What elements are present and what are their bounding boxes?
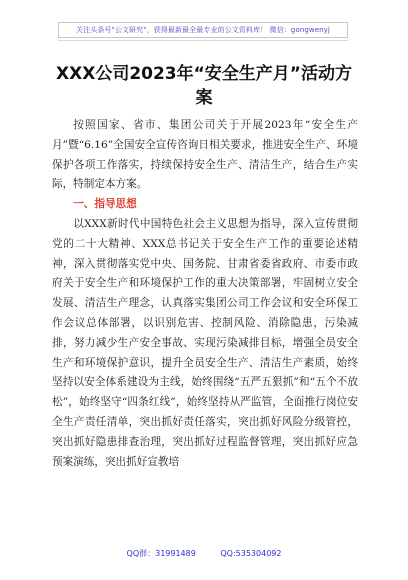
header-banner-text: 关注头条号"公文研究"，获得最新最全最专业的公文资料库！ 微信：gongwenyj (76, 26, 330, 34)
page-footer (0, 548, 408, 559)
document-body (52, 116, 358, 472)
section-heading: 一、指导思想 (73, 198, 137, 211)
header-banner (58, 22, 348, 38)
section-paragraph: 以XXX新时代中国特色社会主义思想为指导，深入宣传贯彻党的二十大精神、XXX总书记关于安全生产工作的重要论述精神，深入贯彻落实党中央、国务院、甘肃省委省政府、市委市政府关于安全生产和环境保护工作的重大决策部署，牢固树立安全发展、清洁生产理念，认真落实集团公司工作会议和安全环保工作会议总体部署，以识别危害、控制风险、消除隐患，污染减排，努力减少生产安全事故、实现污染减排目标，增强全员安全生产和环境保护意识，提升全员安全生产、清洁生产素质，始终坚持以安全体系建设为主线，始终围绕“五严五狠抓”和“五个不放松”，始终坚守“四条红线”，始终坚持从严监管，全面推行岗位安全生产责任清单，突出抓好责任落实，突出抓好风险分级管控，突出抓好隐患排查治理，突出抓好过程监督管理，突出抓好应急预案演练，突出抓好宣教培 (52, 217, 358, 468)
intro-paragraph: 按照国家、省市、集团公司关于开展2023年“安全生产月”暨“6.16”全国安全宣传咨询日相关要求，推进安全生产、环境保护各项工作落实，持续保持安全生产、清洁生产，结合生产实际，特制定本方案。 (52, 119, 358, 191)
footer-qq: QQ:535304092 (220, 549, 282, 558)
footer-qq-group: QQ群：31991489 (126, 549, 196, 558)
header-divider (58, 40, 348, 41)
document-title: XXX公司2023年“安全生产月”活动方案 (56, 64, 352, 108)
